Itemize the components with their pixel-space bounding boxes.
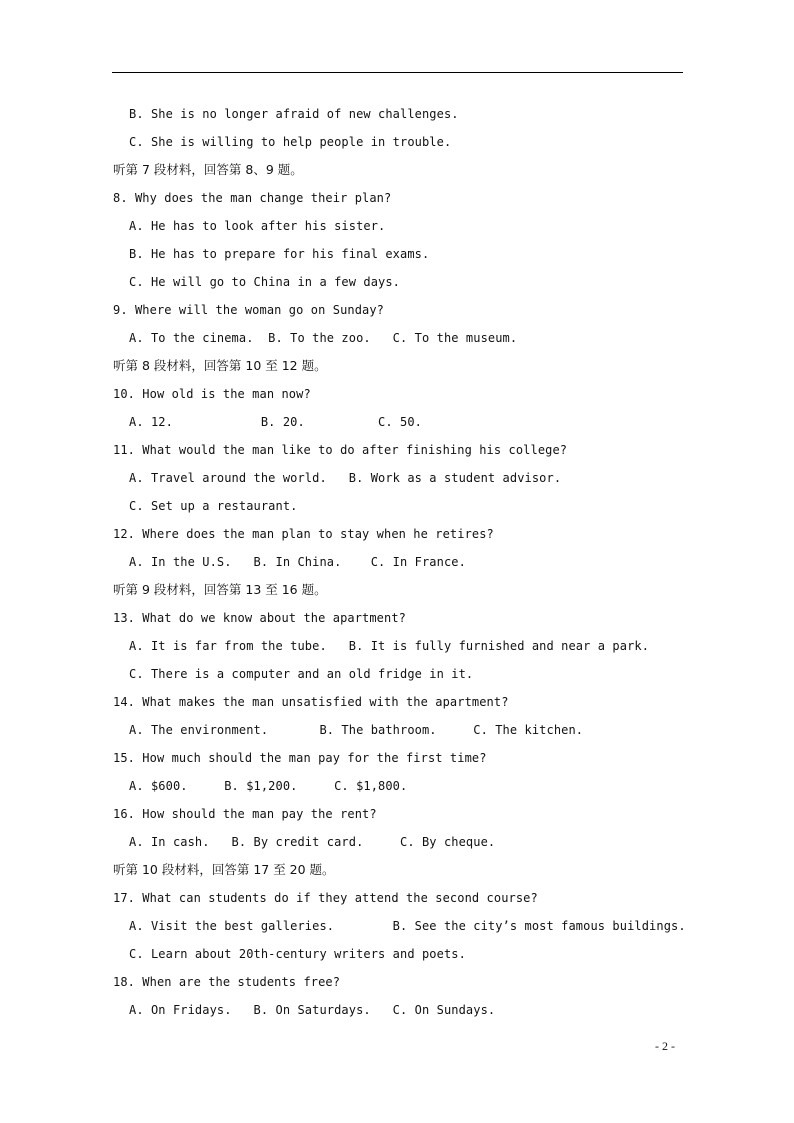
question-line: 15. How much should the man pay for the first time? bbox=[113, 751, 487, 765]
option-line: A. Visit the best galleries. B. See the city’s most famous buildings. bbox=[129, 919, 686, 933]
option-line: A. $600. B. $1,200. C. $1,800. bbox=[129, 779, 408, 793]
section-instruction: 听第 8 段材料，回答第 10 至 12 题。 bbox=[113, 358, 327, 373]
page-number: - 2 - bbox=[655, 1039, 675, 1053]
option-line: A. In the U.S. B. In China. C. In France. bbox=[129, 555, 466, 569]
exam-content bbox=[113, 100, 693, 1024]
option-line: A. He has to look after his sister. bbox=[129, 219, 386, 233]
option-line: B. She is no longer afraid of new challenges. bbox=[129, 107, 459, 121]
option-line: A. Travel around the world. B. Work as a student advisor. bbox=[129, 471, 562, 485]
header-rule bbox=[112, 72, 683, 73]
option-line: C. There is a computer and an old fridge in it. bbox=[129, 667, 474, 681]
option-line: A. It is far from the tube. B. It is fully furnished and near a park. bbox=[129, 639, 650, 653]
section-instruction: 听第 9 段材料，回答第 13 至 16 题。 bbox=[113, 582, 327, 597]
question-line: 12. Where does the man plan to stay when he retires? bbox=[113, 527, 494, 541]
option-line: C. He will go to China in a few days. bbox=[129, 275, 401, 289]
option-line: A. In cash. B. By credit card. C. By cheque. bbox=[129, 835, 496, 849]
section-instruction: 听第 10 段材料，回答第 17 至 20 题。 bbox=[113, 862, 335, 877]
question-line: 8. Why does the man change their plan? bbox=[113, 191, 392, 205]
question-line: 13. What do we know about the apartment? bbox=[113, 611, 406, 625]
option-line: C. She is willing to help people in trouble. bbox=[129, 135, 452, 149]
section-instruction: 听第 7 段材料，回答第 8、9 题。 bbox=[113, 162, 303, 177]
question-line: 18. When are the students free? bbox=[113, 975, 341, 989]
option-line: A. 12. B. 20. C. 50. bbox=[129, 415, 422, 429]
question-line: 17. What can students do if they attend the second course? bbox=[113, 891, 538, 905]
option-line: C. Set up a restaurant. bbox=[129, 499, 298, 513]
option-line: B. He has to prepare for his final exams. bbox=[129, 247, 430, 261]
option-line: A. To the cinema. B. To the zoo. C. To the museum. bbox=[129, 331, 518, 345]
question-line: 14. What makes the man unsatisfied with the apartment? bbox=[113, 695, 509, 709]
question-line: 10. How old is the man now? bbox=[113, 387, 311, 401]
question-line: 9. Where will the woman go on Sunday? bbox=[113, 303, 385, 317]
question-line: 11. What would the man like to do after finishing his college? bbox=[113, 443, 568, 457]
option-line: A. The environment. B. The bathroom. C. The kitchen. bbox=[129, 723, 584, 737]
question-line: 16. How should the man pay the rent? bbox=[113, 807, 377, 821]
option-line: A. On Fridays. B. On Saturdays. C. On Sundays. bbox=[129, 1003, 496, 1017]
option-line: C. Learn about 20th-century writers and poets. bbox=[129, 947, 466, 961]
